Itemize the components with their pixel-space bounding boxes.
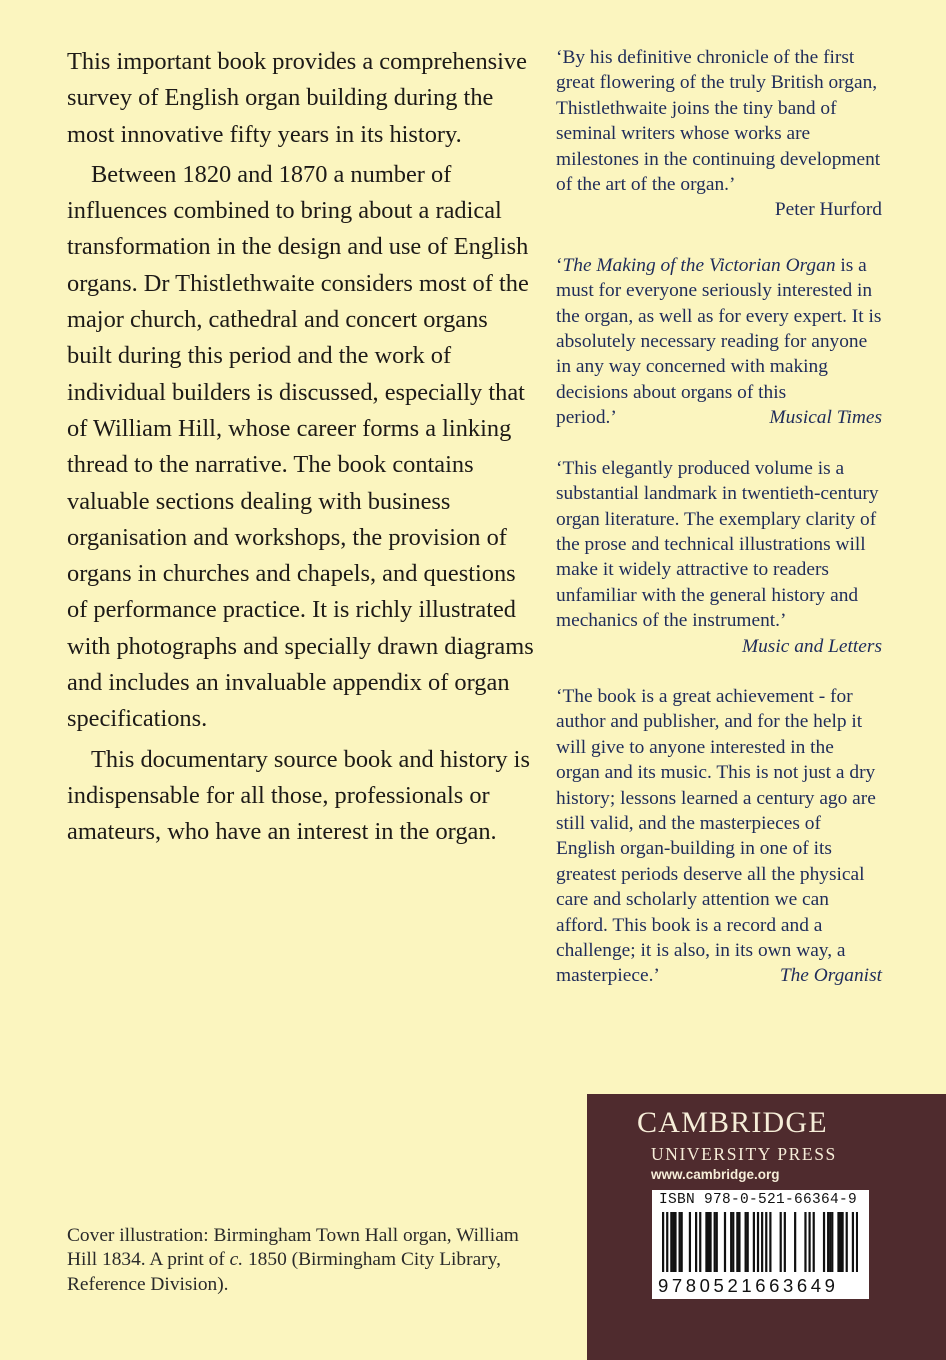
barcode-bar (707, 1212, 709, 1272)
barcode-bar (829, 1212, 831, 1272)
barcode-bar (827, 1212, 829, 1272)
barcode-bar (674, 1212, 676, 1272)
barcode-bar (846, 1212, 848, 1272)
barcode (652, 1190, 869, 1299)
barcode-bar (841, 1212, 843, 1272)
barcode-bar (837, 1212, 839, 1272)
barcode-bar (753, 1212, 755, 1272)
barcode-bar (780, 1212, 782, 1272)
barcode-bar (705, 1212, 707, 1272)
quote-text: ‘By his definitive chronicle of the first great flowering of the truly British organ, Thistlethwaite joins the tiny band of seminal writers whose works are milestones in the continuing development of the art of the organ.’ (556, 47, 881, 196)
barcode-bar (736, 1212, 738, 1272)
quote-attribution: Musical Times (769, 407, 882, 429)
barcode-bar (808, 1212, 810, 1272)
barcode-bar (765, 1212, 767, 1272)
blurb-paragraph-1: This important book provides a comprehensive survey of English organ building during the most innovative fifty years in its history. (67, 48, 527, 148)
barcode-bar (730, 1212, 732, 1272)
book-title: The Making of the Victorian Organ (562, 254, 836, 276)
review-quote (556, 45, 882, 223)
quote-last-line (556, 405, 882, 430)
publisher-panel (587, 1094, 946, 1360)
blurb-text (67, 44, 537, 851)
quote-tail: masterpiece.’ (556, 965, 660, 987)
publisher-url[interactable]: www.cambridge.org (651, 1167, 780, 1182)
credit-text: Cover illustration: Birmingham Town Hall organ, William Hill 1834. A print of (67, 1225, 519, 1271)
ean-digits: 9780521663649 (658, 1275, 839, 1296)
publisher-name: CAMBRIDGE (637, 1106, 828, 1139)
quote-text: ‘This elegantly produced volume is a substantial landmark in twentieth-century organ literature. The exemplary clarity of the prose and technical illustrations will make it widely attractive to readers unfamiliar with the general history and mechanics of the instrument.’ (556, 457, 879, 632)
barcode-bar (724, 1212, 726, 1272)
barcode-bar (839, 1212, 841, 1272)
barcode-bar (714, 1212, 716, 1272)
barcode-bar (804, 1212, 806, 1272)
blurb-paragraph-2: Between 1820 and 1870 a number of influences combined to bring about a radical transformation in the design and use of English organs. Dr Thistlethwaite considers most of the major church, cathedral and concert organs built during this period and the work of individual builders is discussed, especially that of William Hill, whose career forms a linking thread to the narrative. The book contains valuable sections dealing with business organisation and workshops, the provision of organs in churches and chapels, and questions of performance practice. It is richly illustrated with photographs and specially drawn diagrams and includes an invaluable appendix of organ specifications. (67, 160, 534, 733)
barcode-bar (670, 1212, 672, 1272)
barcode-bar (709, 1212, 711, 1272)
barcode-bar (794, 1212, 796, 1272)
barcode-bar (745, 1212, 747, 1272)
quote-attribution: The Organist (779, 965, 882, 987)
barcode-bar (699, 1212, 701, 1272)
barcode-bar (679, 1212, 681, 1272)
barcode-bar (716, 1212, 718, 1272)
barcode-bar (769, 1212, 771, 1272)
barcode-bar (813, 1212, 815, 1272)
quote-text: ‘The book is a great achievement - for author and publisher, and for the help it will give to anyone interested in the organ and its music. This is not just a dry history; lessons learned a century ago are still valid, and the masterpieces of English organ-building in one of its greatest periods deserve all the physical care and scholarly attention we can afford. This book is a record and a challenge; it is also, in its own way, a (556, 685, 876, 961)
quote-body: is a must for everyone seriously interested in the organ, as well as for every expert. It is absolutely necessary reading for anyone in any way concerned with making decisions about organs of this (556, 254, 882, 403)
credit-circa: c. (229, 1249, 244, 1271)
quote-tail: period.’ (556, 407, 617, 429)
barcode-bar (662, 1212, 664, 1272)
barcode-bar (738, 1212, 740, 1272)
barcode-bar (856, 1212, 858, 1272)
quote-text (556, 253, 882, 405)
barcode-bar (672, 1212, 674, 1272)
review-quote (556, 684, 882, 989)
quote-open-mark: ‘ (556, 254, 563, 276)
barcode-bar (666, 1212, 668, 1272)
barcode-bar (681, 1212, 683, 1272)
blurb-paragraph-3: This documentary source book and history is indispensable for all those, professionals or amateurs, who have an interest in the organ. (67, 745, 530, 846)
cover-illustration-credit (67, 1224, 537, 1297)
barcode-bar (761, 1212, 763, 1272)
barcode-bar (747, 1212, 749, 1272)
barcode-bar (689, 1212, 691, 1272)
barcode-bar (695, 1212, 697, 1272)
quote-attribution: Music and Letters (741, 635, 882, 657)
review-quote (556, 253, 882, 431)
barcode-bar (852, 1212, 854, 1272)
review-quote (556, 456, 882, 659)
barcode-bar (831, 1212, 833, 1272)
barcode-bars (662, 1212, 858, 1272)
publisher-subname: UNIVERSITY PRESS (651, 1144, 837, 1164)
quote-last-line (556, 963, 882, 988)
credit-text-end: 1850 (Birmingham City Library, Reference Division). (67, 1249, 501, 1295)
barcode-bar (784, 1212, 786, 1272)
review-quotes (556, 45, 882, 1014)
barcode-bar (823, 1212, 825, 1272)
isbn-label: ISBN 978-0-521-66364-9 (659, 1192, 858, 1208)
barcode-bar (732, 1212, 734, 1272)
barcode-bar (757, 1212, 759, 1272)
quote-attribution: Peter Hurford (774, 199, 882, 221)
